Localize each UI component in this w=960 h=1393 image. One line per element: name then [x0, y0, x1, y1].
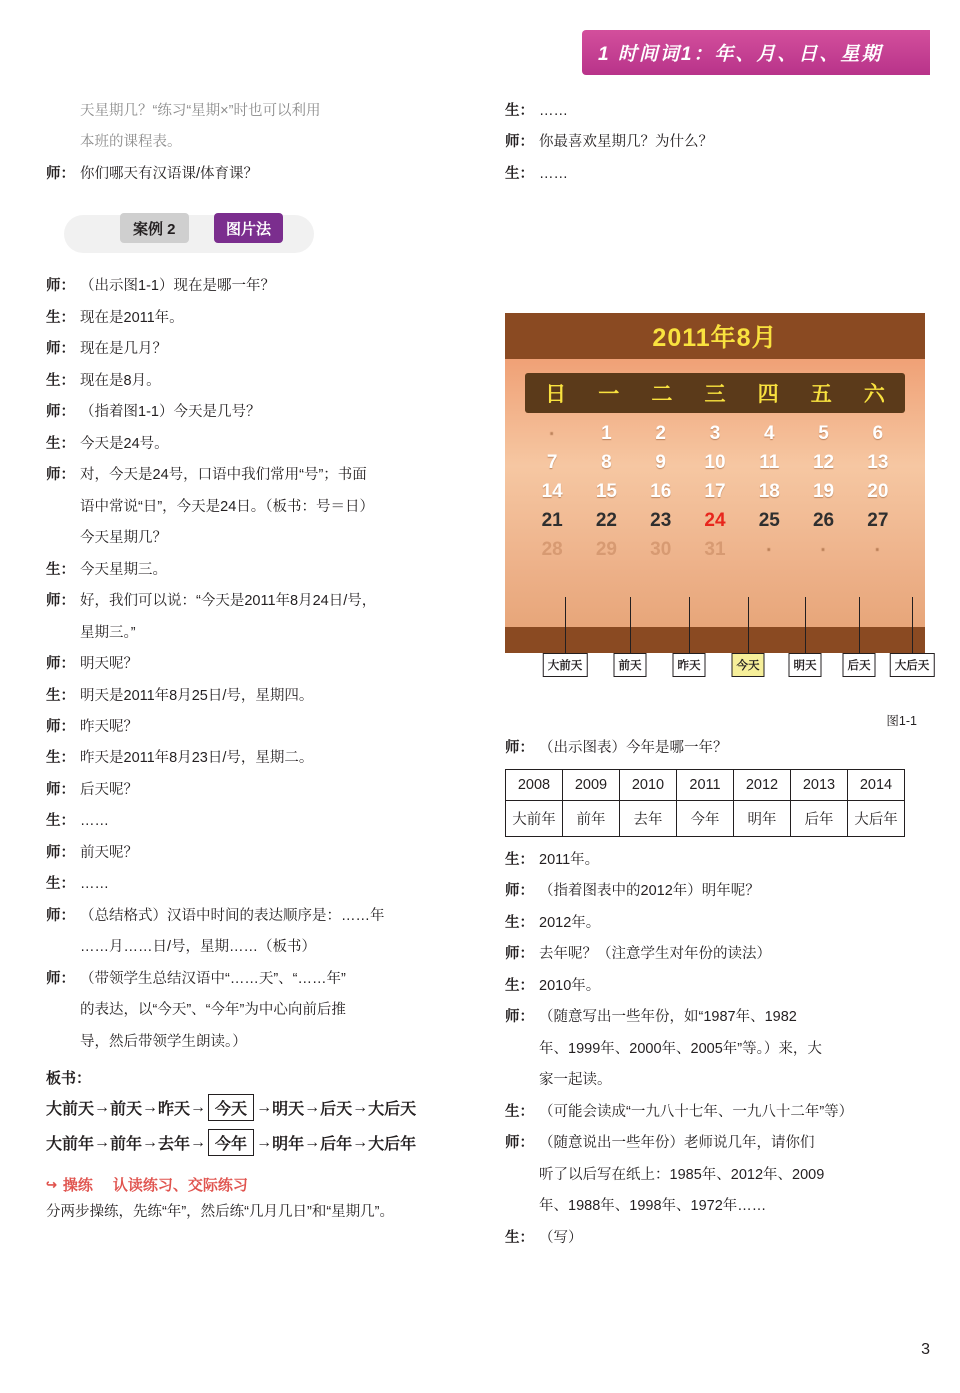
dialogue-line: 师： （出示图1-1）现在是哪一年？ — [46, 278, 275, 295]
year-name-cell: 大后年 — [848, 800, 905, 836]
weekday-cell: 三 — [704, 383, 726, 407]
calendar-callouts — [505, 653, 930, 695]
dialogue-line: 师： 昨天呢？ — [46, 718, 138, 735]
year-cell: 2010 — [620, 769, 677, 800]
weekday-cell: 五 — [810, 383, 832, 407]
year-cell: 2008 — [506, 769, 563, 800]
day-cell: 7 — [546, 452, 558, 474]
dialogue-continuation: 今天星期几？ — [80, 530, 167, 547]
blackboard-row-days: 大前天 → 前天 → 昨天 → 今天 → 明天 → 后天 → 大后天 — [46, 1094, 476, 1121]
year-cell: 2009 — [563, 769, 620, 800]
day-cell: 23 — [650, 510, 672, 532]
day-cell: 25 — [758, 510, 780, 532]
dialogue-line: 生： 现在是8月。 — [46, 372, 161, 389]
day-cell: 16 — [650, 481, 672, 503]
day-cell: 17 — [704, 481, 726, 503]
dialogue-line: 生： …… — [46, 876, 109, 893]
day-cell: 11 — [759, 452, 780, 474]
leader-line — [859, 597, 860, 653]
dialogue-line: 生： 2010年。 — [505, 977, 601, 994]
dialogue-line: 师： 后天呢？ — [46, 781, 138, 798]
dialogue-continuation: 年、1988年、1998年、1972年…… — [539, 1198, 767, 1215]
calendar-image — [505, 313, 925, 653]
year-cell: 2012 — [734, 769, 791, 800]
table-row-years — [506, 769, 905, 800]
year-cell: 2013 — [791, 769, 848, 800]
day-cell: 18 — [758, 481, 780, 503]
day-cell-empty: · — [874, 539, 881, 561]
day-cell: 21 — [541, 510, 563, 532]
callout-label: 大后天 — [890, 653, 935, 677]
day-cell: 14 — [541, 481, 563, 503]
day-cell: 3 — [709, 423, 721, 445]
calendar-title-bar — [505, 313, 925, 359]
dialogue-line: 师： 现在是几月？ — [46, 341, 167, 358]
callout-label: 前天 — [614, 653, 647, 677]
day-cell: 2 — [655, 423, 666, 445]
callout-label: 大前天 — [543, 653, 588, 677]
dialogue-line: 师： （出示图表）今年是哪一年？ — [505, 740, 728, 757]
calendar-figure — [505, 313, 930, 729]
day-cell: 12 — [812, 452, 835, 474]
day-cell: 26 — [812, 510, 835, 532]
callout-label: 明天 — [789, 653, 822, 677]
dialogue-line: 生： 明天是2011年8月25日/号，星期四。 — [46, 687, 314, 704]
header-title: 1 时间词1：年、月、日、星期 — [598, 44, 883, 65]
case-heading — [46, 213, 476, 259]
dialogue-line: 师： 对，今天是24号，口语中我们常用“号”；书面 — [46, 467, 367, 484]
dialogue-line: 生： 今天是24号。 — [46, 435, 169, 452]
dialogue-continuation: ……月……日/号，星期……（板书） — [80, 939, 317, 956]
year-name-cell: 后年 — [791, 800, 848, 836]
dialogue-continuation: 导，然后带领学生朗读。） — [80, 1033, 247, 1050]
calendar-weekday-header — [525, 373, 905, 413]
day-cell: 31 — [704, 539, 726, 561]
day-cell: 6 — [872, 423, 884, 445]
dialogue-line: 师： （指着图1-1）今天是几号？ — [46, 404, 261, 421]
dialogue-line: 师： （指着图表中的2012年）明年呢？ — [505, 883, 760, 900]
dialogue-line: 师： 你最喜欢星期几？为什么？ — [505, 134, 713, 151]
callout-label-today: 今天 — [732, 653, 765, 677]
figure-caption: 图1-1 — [886, 714, 917, 729]
blackboard-row-years: 大前年 → 前年 → 去年 → 今年 → 明年 → 后年 → 大后年 — [46, 1129, 476, 1156]
weekday-cell: 四 — [757, 383, 779, 407]
dialogue-continuation: 星期三。” — [80, 624, 136, 641]
dialogue-line: 师： （随意写出一些年份，如“1987年、1982 — [505, 1009, 797, 1026]
dialogue-continuation: 语中常说“日”，今天是24日。（板书：号＝日） — [80, 498, 375, 515]
case-method-badge: 图片法 — [214, 213, 283, 243]
dialogue-line: 师： （带领学生总结汉语中“……天”、“……年” — [46, 970, 346, 987]
practice-body: 分两步操练，先练“年”，然后练“几月几日”和“星期几”。 — [46, 1204, 394, 1221]
page-header-tab — [582, 30, 930, 75]
practice-title: 认读练习、交际练习 — [112, 1177, 248, 1195]
year-name-cell: 明年 — [734, 800, 791, 836]
case-number-badge: 案例 2 — [120, 213, 189, 243]
day-cell-empty: · — [548, 423, 556, 445]
day-cell: 22 — [595, 510, 617, 532]
leader-line — [689, 597, 690, 653]
continued-text-line: 天星期几？“练习“星期×”时也可以利用 — [80, 103, 321, 119]
day-cell: 1 — [601, 423, 612, 445]
dialogue-line: 生： …… — [505, 103, 568, 119]
day-cell: 8 — [601, 452, 612, 474]
callout-label: 昨天 — [673, 653, 706, 677]
year-cell: 2011 — [677, 769, 734, 800]
leader-line — [565, 597, 566, 653]
day-cell: 28 — [541, 539, 563, 561]
dialogue-line: 生： 现在是2011年。 — [46, 309, 184, 326]
day-cell: 9 — [655, 452, 666, 474]
year-name-cell: 去年 — [620, 800, 677, 836]
blackboard-label: 板书： — [46, 1070, 92, 1088]
dialogue-continuation: 年、1999年、2000年、2005年”等。）来，大 — [539, 1040, 822, 1057]
calendar-footer-bar — [505, 627, 925, 653]
dialogue-line: 师： 你们哪天有汉语课/体育课？ — [46, 165, 259, 182]
leader-line — [630, 597, 631, 653]
weekday-cell: 二 — [651, 383, 673, 407]
dialogue-line: 师： 前天呢？ — [46, 844, 138, 861]
dialogue-line: 师： 去年呢？（注意学生对年份的读法） — [505, 946, 771, 963]
dialogue-line: 师： 好，我们可以说：“今天是2011年8月24日/号， — [46, 593, 377, 610]
right-column — [505, 100, 930, 1258]
dialogue-line: 生： 昨天是2011年8月23日/号，星期二。 — [46, 750, 314, 767]
day-cell: 20 — [867, 481, 889, 503]
dialogue-line: 生： 2012年。 — [505, 914, 601, 931]
practice-heading — [46, 1174, 476, 1195]
dialogue-line: 生： …… — [46, 813, 109, 830]
year-name-cell: 前年 — [563, 800, 620, 836]
year-name-cell: 大前年 — [506, 800, 563, 836]
day-cell: 5 — [818, 423, 829, 445]
dialogue-continuation: 家一起读。 — [539, 1072, 612, 1089]
dialogue-line: 生： 今天星期三。 — [46, 561, 167, 578]
day-cell: 10 — [704, 452, 726, 474]
dialogue-continuation: 听了以后写在纸上：1985年、2012年、2009 — [539, 1166, 825, 1183]
leader-line — [748, 597, 749, 653]
continued-text-line: 本班的课程表。 — [80, 134, 182, 151]
table-row-names — [506, 800, 905, 836]
dialogue-line: 师： （随意说出一些年份）老师说几年，请你们 — [505, 1135, 815, 1152]
day-cell: 15 — [595, 481, 617, 503]
dialogue-line: 生： 2011年。 — [505, 851, 600, 868]
left-column — [46, 100, 476, 1225]
boxed-today: 今天 — [208, 1094, 254, 1121]
weekday-cell: 日 — [545, 383, 567, 407]
day-cell: 13 — [867, 452, 889, 474]
dialogue-line: 生： …… — [505, 165, 568, 182]
page-number: 3 — [921, 1341, 930, 1358]
dialogue-continuation: 的表达，以“今天”、“今年”为中心向前后推 — [80, 1002, 346, 1019]
arrow-icon: ↪ — [46, 1176, 57, 1192]
day-cell: 29 — [595, 539, 617, 561]
day-cell: 27 — [867, 510, 889, 532]
weekday-cell: 一 — [598, 383, 620, 407]
weekday-cell: 六 — [863, 383, 885, 407]
boxed-this-year: 今年 — [208, 1129, 254, 1156]
day-cell-empty: · — [820, 539, 827, 561]
calendar-title: 2011年8月 — [652, 324, 778, 353]
day-cell: 19 — [812, 481, 835, 503]
year-table — [505, 769, 905, 837]
leader-line — [805, 597, 806, 653]
day-cell: 4 — [763, 423, 775, 445]
day-cell-empty: · — [766, 539, 773, 561]
practice-label: 操练 — [62, 1177, 93, 1195]
year-name-cell: 今年 — [677, 800, 734, 836]
leader-line — [912, 597, 913, 653]
dialogue-line: 师： （总结格式）汉语中时间的表达顺序是：……年 — [46, 907, 385, 924]
day-cell: 30 — [650, 539, 672, 561]
dialogue-line: 师： 明天呢？ — [46, 656, 138, 673]
day-cell-today: 24 — [704, 510, 726, 532]
dialogue-line: 生： （写） — [505, 1229, 583, 1246]
callout-label: 后天 — [843, 653, 876, 677]
dialogue-line: 生： （可能会读成“一九八十七年、一九八十二年”等） — [505, 1103, 854, 1120]
year-cell: 2014 — [848, 769, 905, 800]
calendar-day-grid — [525, 423, 905, 561]
